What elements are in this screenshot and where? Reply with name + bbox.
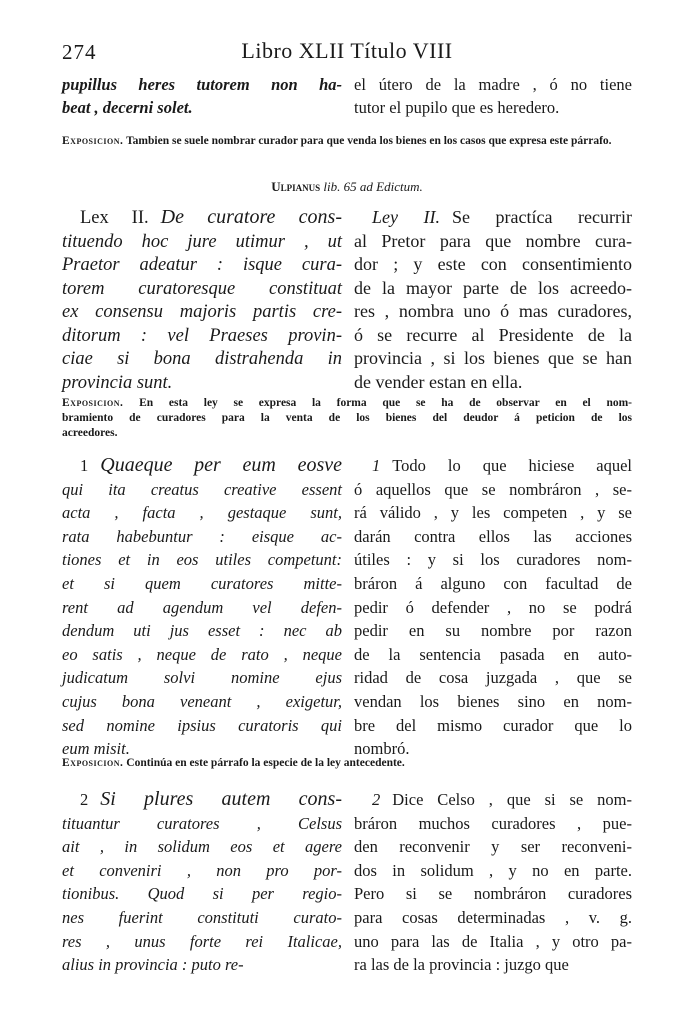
line-text: bráron muchos curadores , pue- [354, 813, 632, 833]
text-line [62, 372, 342, 396]
text-line [354, 930, 632, 954]
text-line [62, 953, 342, 977]
latin-column [62, 206, 342, 395]
line-text: provincia sunt. [62, 372, 173, 393]
spanish-column [354, 454, 632, 761]
line-text: et si quem curatores mitte- [62, 573, 342, 593]
text-line [354, 277, 632, 301]
latin-column [62, 454, 342, 761]
exposicion-text: Continúa en este párrafo la especie de la ley antecedente. [126, 757, 405, 769]
line-text: acta , facta , gestaque sunt, [62, 503, 342, 523]
line-text: de la sentencia pasada en auto- [354, 644, 632, 664]
line-text: tiones et in eos utiles competunt: [62, 550, 342, 570]
text-line: Exposicion. En esta ley se expresa la forma que se ha de observar en el nom- [62, 397, 633, 409]
text-line [354, 619, 632, 643]
text-line [354, 835, 632, 859]
text-line [354, 371, 632, 395]
text-line [62, 859, 342, 883]
line-text: útiles : y si los curadores nom- [354, 550, 632, 570]
line-text: ex consensu majoris partis cre- [62, 302, 342, 322]
line-text: sed nomine ipsius curatoris qui [62, 715, 342, 735]
exposicion-label: Exposicion. [62, 135, 124, 147]
line-text: tituendo hoc jure utimur , ut [62, 231, 342, 252]
text-line [62, 254, 342, 278]
source-author: Ulpianus [271, 179, 321, 194]
line-text: pedir ó defender , no se podrá [354, 597, 632, 617]
text-line [354, 230, 632, 254]
section-lead: 1 [80, 456, 89, 475]
line-text: tionibus. Quod si per regio- [62, 884, 342, 904]
text-line [62, 596, 342, 620]
line-text: Praetor adeatur : isque cura- [62, 255, 342, 275]
source-reference: lib. 65 ad Edictum. [323, 179, 423, 194]
line-text: nes fuerint constituti curato- [62, 907, 342, 927]
text-line [62, 714, 342, 738]
exposicion-text: Tambien se suele nombrar curador para que venda los bienes en los casos que expresa este párrafo. [126, 135, 612, 147]
line-text: De curatore cons- [160, 206, 342, 228]
text-line [62, 206, 342, 231]
text-line [62, 454, 342, 478]
text-line [354, 859, 632, 883]
text-line: bramiento de curadores para la venta de los bienes del deudor á peticion de los [62, 412, 632, 424]
line-text: Pero si se nombráron curadores [354, 884, 632, 904]
line-text: bráron á alguno con facultad de [354, 573, 632, 593]
text-line [62, 666, 342, 690]
line-text: Si plures autem cons- [100, 788, 342, 810]
line-text: uno para las de Italia , y otro pa- [354, 931, 632, 951]
line-text: ditorum : vel Praeses provin- [62, 325, 342, 346]
text-line [354, 953, 632, 977]
paragraph-1-block [62, 454, 632, 764]
exposicion-label: Exposicion. [62, 757, 124, 769]
text-line [62, 348, 342, 372]
text-line: beat , decerni solet. [62, 97, 193, 117]
text-line [62, 501, 342, 525]
text-line [354, 596, 632, 620]
text-line [354, 525, 632, 549]
text-line [354, 714, 632, 738]
line-text: Todo lo que hiciese aquel [392, 456, 632, 475]
text-line [354, 300, 632, 324]
spanish-column [354, 788, 632, 977]
line-text: et conveniri , non pro por- [62, 860, 342, 880]
text-line: acreedores. [62, 427, 118, 439]
spanish-column [354, 74, 632, 119]
text-line [354, 906, 632, 930]
line-text: ciae si bona distrahenda in [62, 349, 342, 369]
line-text: eo satis , neque de rato , neque [62, 644, 342, 664]
text-line [62, 906, 342, 930]
line-text: Se practíca recurrir [452, 207, 632, 227]
section-lead: 2 [80, 790, 89, 809]
text-line [354, 572, 632, 596]
line-text: ridad de cosa juzgada , que se [354, 668, 632, 688]
text-line [62, 930, 342, 954]
line-text: dor ; y este con consentimiento [354, 254, 632, 274]
line-text: ra las de la provincia : juzgo que [354, 955, 569, 975]
section-lead: 2 [372, 790, 381, 809]
text-line [62, 788, 342, 812]
book-page [62, 36, 632, 996]
line-text: ó aquellos que se nombráron , se- [354, 479, 632, 499]
line-text: ó se recurre al Presidente de la [354, 324, 632, 345]
section-lead: 1 [372, 456, 381, 475]
line-text: res , unus forte rei Italicae, [62, 931, 342, 951]
text-line [354, 253, 632, 277]
text-line [62, 690, 342, 714]
line-text: vendan los bienes sino en nom- [354, 691, 632, 711]
text-line [62, 882, 342, 906]
continuation-block [62, 74, 632, 124]
text-line [62, 643, 342, 667]
line-text: qui ita creatus creative essent [62, 479, 342, 499]
text-line [62, 478, 342, 502]
line-text: darán contra ellos las acciones [354, 526, 632, 546]
line-text: den reconvenir y ser reconveni- [354, 837, 632, 857]
line-text: nombró. [354, 739, 410, 759]
text-line [354, 643, 632, 667]
running-title: Libro XLII Título VIII [241, 38, 453, 63]
line-text: rent ad agendum vel defen- [62, 597, 342, 617]
line-text: rá válido , y les competen , y se [354, 503, 632, 523]
text-line [354, 324, 632, 348]
line-text: provincia , si los bienes que se han [354, 348, 632, 368]
line-text: cujus bona veneant , exigetur, [62, 691, 342, 711]
line-text: al Pretor para que nombre cura- [354, 230, 632, 251]
text-line [62, 812, 342, 836]
text-line [354, 788, 632, 812]
text-line [62, 278, 342, 302]
line-text: dendum uti jus esset : nec ab [62, 621, 342, 641]
exposicion-note-3 [62, 756, 632, 771]
line-text: Quaeque per eum eosve [100, 454, 342, 476]
line-text: alius in provincia : puto re- [62, 955, 244, 975]
line-text: torem curatoresque constituat [62, 278, 342, 299]
text-line [62, 231, 342, 255]
text-line [354, 478, 632, 502]
running-header [62, 36, 632, 70]
text-line [354, 548, 632, 572]
text-line [354, 690, 632, 714]
exposicion-label: Exposicion. [62, 397, 124, 409]
text-line [62, 548, 342, 572]
line-text: Dice Celso , que si se nom- [392, 790, 632, 809]
text-line: pupillus heres tutorem non ha- [62, 75, 342, 94]
paragraph-2-block [62, 788, 632, 988]
line-text: dos in solidum , y no en parte. [354, 860, 632, 880]
text-line [354, 501, 632, 525]
page-number: 274 [62, 40, 97, 64]
lex-ii-block [62, 206, 632, 396]
text-line: tutor el pupilo que es heredero. [354, 97, 560, 117]
line-text: judicatum solvi nomine ejus [62, 668, 342, 688]
latin-column [62, 74, 342, 119]
line-text: de la mayor parte de los acreedo- [354, 277, 632, 298]
line-text: pedir en su nombre por razon [354, 621, 632, 641]
line-text: bre del mismo curador que lo [354, 715, 632, 735]
text-line [62, 325, 342, 349]
text-line [354, 812, 632, 836]
line-text: eum misit. [62, 739, 130, 759]
text-line [62, 525, 342, 549]
line-text: para cosas determinadas , v. g. [354, 907, 632, 927]
text-line [62, 619, 342, 643]
section-lead: Lex II. [80, 208, 149, 228]
text-line [354, 882, 632, 906]
text-line [62, 835, 342, 859]
text-line [354, 666, 632, 690]
latin-column [62, 788, 342, 977]
text-line [62, 572, 342, 596]
exposicion-note-1 [62, 134, 632, 149]
spanish-column [354, 206, 632, 394]
text-line [62, 301, 342, 325]
line-text: rata habebuntur : eisque ac- [62, 526, 342, 546]
text-line [354, 347, 632, 371]
line-text: res , nombra uno ó mas curadores, [354, 301, 632, 321]
line-text: tituantur curatores , Celsus [62, 813, 342, 833]
line-text: ait , in solidum eos et agere [62, 837, 342, 857]
source-citation [62, 179, 632, 194]
section-lead: Ley II. [372, 207, 441, 227]
text-line: el útero de la madre , ó no tiene [354, 75, 632, 94]
exposicion-note-2 [62, 396, 632, 441]
line-text: de vender estan en ella. [354, 371, 523, 392]
text-line [354, 454, 632, 478]
text-line [354, 206, 632, 230]
